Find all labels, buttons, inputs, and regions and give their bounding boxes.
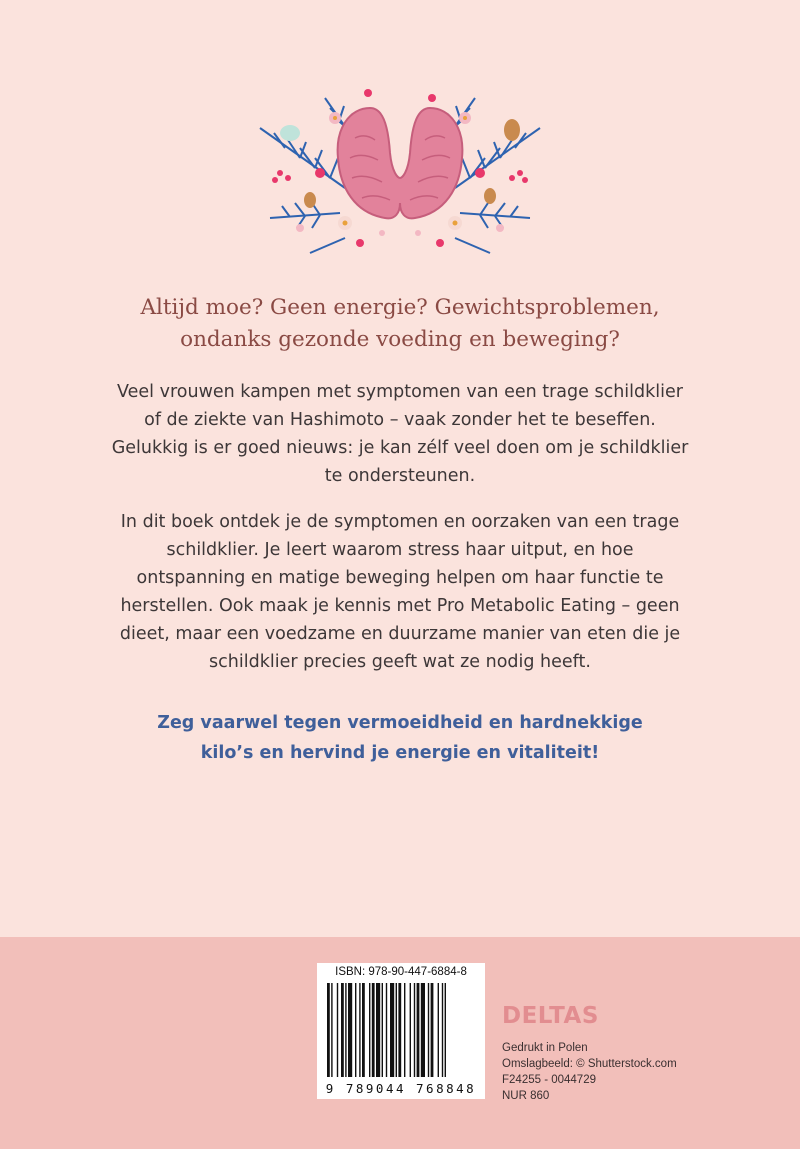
- cover-credit: Omslagbeeld: © Shutterstock.com: [502, 1058, 677, 1070]
- body-paragraph: In dit boek ontdek je de symptomen en oorzaken van een trage schildklier. Je leert waarom stress haar uitput, en hoe ontspanning en matige beweging helpen om haar functie te herstellen. Ook maak je kennis met Pro Metabolic Eating – geen dieet, maar een voedzame en duurzame manier van eten die je schildklier precies geeft wat ze nodig heeft.: [119, 512, 681, 672]
- product-code: F24255 - 0044729: [502, 1074, 596, 1086]
- isbn-label: ISBN: 978-90-447-6884-8: [335, 966, 467, 978]
- headline-line-1: Altijd moe? Geen energie? Gewichtsproblemen,: [140, 295, 660, 320]
- barcode: [317, 963, 485, 1099]
- flower-cluster: [272, 89, 528, 247]
- thyroid-flower-illustration: [250, 78, 550, 258]
- headline: [60, 292, 740, 356]
- barcode-bars: [323, 983, 479, 1079]
- bud-orange: [504, 119, 520, 141]
- headline-line-2: ondanks gezonde voeding en beweging?: [180, 327, 620, 352]
- imprint-block: [502, 1040, 677, 1104]
- nur-code: NUR 860: [502, 1090, 550, 1102]
- thyroid-icon: [338, 108, 463, 218]
- printed-in: Gedrukt in Polen: [502, 1042, 588, 1054]
- barcode-digits: 9 789044 768848: [325, 1081, 477, 1096]
- bud-orange: [484, 188, 496, 204]
- publisher-logo: DELTAS: [502, 1003, 599, 1029]
- bud-orange: [304, 192, 316, 208]
- closing-line-2: kilo’s en hervind je energie en vitaliteit!: [200, 743, 600, 763]
- closing-statement: [90, 708, 710, 768]
- bud-mint: [280, 125, 300, 141]
- closing-line-1: Zeg vaarwel tegen vermoeidheid en hardnekkige: [157, 713, 643, 733]
- intro-paragraph: Veel vrouwen kampen met symptomen van een trage schildklier of de ziekte van Hashimoto – vaak zonder het te beseffen. Gelukkig is er goed nieuws: je kan zélf veel doen om je schildklier te ondersteunen.: [111, 382, 689, 486]
